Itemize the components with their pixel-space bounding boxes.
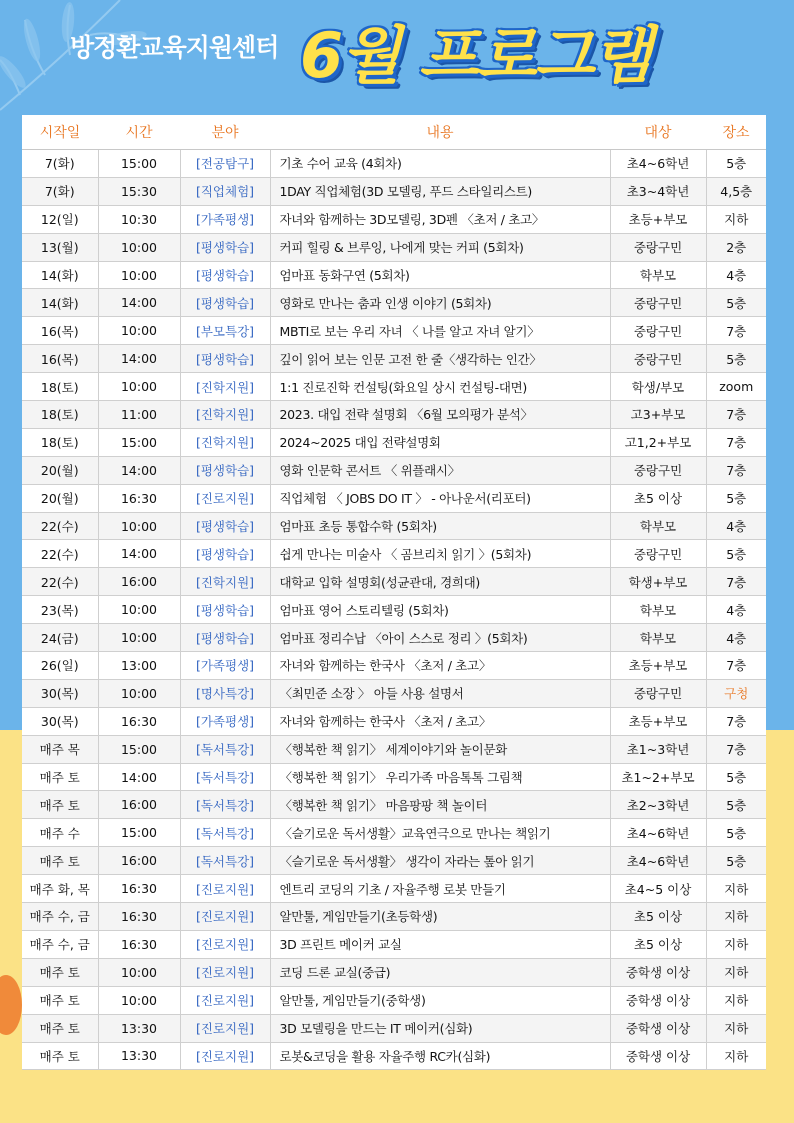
- target-cell: 고3+부모: [610, 401, 706, 429]
- table-row: [22, 763, 766, 791]
- place-cell: 5층: [706, 763, 766, 791]
- content-cell: 2023. 대입 전략 설명회 〈6월 모의평가 분석〉: [270, 401, 610, 429]
- place-cell: 4층: [706, 261, 766, 289]
- start-date-cell: 20(월): [22, 484, 98, 512]
- start-date-cell: 매주 토: [22, 1042, 98, 1070]
- content-cell: 3D 프린트 메이커 교실: [270, 930, 610, 958]
- table-row: [22, 233, 766, 261]
- table-row: [22, 568, 766, 596]
- field-cell: [진로지원]: [180, 484, 270, 512]
- target-cell: 초4~5 이상: [610, 875, 706, 903]
- content-cell: 영화로 만나는 춤과 인생 이야기 (5회차): [270, 289, 610, 317]
- start-date-cell: 22(수): [22, 512, 98, 540]
- header-content: 내용: [270, 115, 610, 150]
- place-cell: 구청: [706, 679, 766, 707]
- target-cell: 중랑구민: [610, 233, 706, 261]
- target-cell: 학부모: [610, 512, 706, 540]
- table-row: [22, 261, 766, 289]
- place-cell: 5층: [706, 791, 766, 819]
- field-cell: [진로지원]: [180, 986, 270, 1014]
- start-date-cell: 16(목): [22, 345, 98, 373]
- content-cell: 기초 수어 교육 (4회차): [270, 150, 610, 178]
- content-cell: 깊이 읽어 보는 인문 고전 한 줄〈생각하는 인간〉: [270, 345, 610, 373]
- table-row: [22, 345, 766, 373]
- start-date-cell: 7(화): [22, 177, 98, 205]
- target-cell: 초1~3학년: [610, 735, 706, 763]
- start-date-cell: 매주 수, 금: [22, 930, 98, 958]
- table-row: [22, 512, 766, 540]
- target-cell: 중랑구민: [610, 540, 706, 568]
- table-row: [22, 679, 766, 707]
- target-cell: 초5 이상: [610, 930, 706, 958]
- time-cell: 10:00: [98, 624, 180, 652]
- field-cell: [부모특강]: [180, 317, 270, 345]
- target-cell: 초4~6학년: [610, 847, 706, 875]
- table-row: [22, 986, 766, 1014]
- table-row: [22, 958, 766, 986]
- time-cell: 15:30: [98, 177, 180, 205]
- field-cell: [평생학습]: [180, 540, 270, 568]
- content-cell: MBTI로 보는 우리 자녀 〈 나를 알고 자녀 알기〉: [270, 317, 610, 345]
- target-cell: 학부모: [610, 261, 706, 289]
- target-cell: 초5 이상: [610, 903, 706, 931]
- time-cell: 10:00: [98, 317, 180, 345]
- content-cell: 1DAY 직업체험(3D 모델링, 푸드 스타일리스트): [270, 177, 610, 205]
- table-row: [22, 596, 766, 624]
- target-cell: 초3~4학년: [610, 177, 706, 205]
- start-date-cell: 18(토): [22, 428, 98, 456]
- center-name: 방정환교육지원센터: [70, 33, 279, 62]
- target-cell: 학생/부모: [610, 373, 706, 401]
- time-cell: 16:30: [98, 930, 180, 958]
- start-date-cell: 매주 토: [22, 847, 98, 875]
- target-cell: 초4~6학년: [610, 819, 706, 847]
- time-cell: 14:00: [98, 540, 180, 568]
- content-cell: 자녀와 함께하는 3D모델링, 3D펜 〈초저 / 초고〉: [270, 205, 610, 233]
- field-cell: [진학지원]: [180, 401, 270, 429]
- place-cell: 5층: [706, 540, 766, 568]
- field-cell: [독서특강]: [180, 735, 270, 763]
- field-cell: [평생학습]: [180, 624, 270, 652]
- time-cell: 16:00: [98, 791, 180, 819]
- field-cell: [평생학습]: [180, 261, 270, 289]
- table-row: [22, 177, 766, 205]
- place-cell: 5층: [706, 289, 766, 317]
- target-cell: 중랑구민: [610, 679, 706, 707]
- content-cell: 쉽게 만나는 미술사 〈 곰브리치 읽기 〉(5회차): [270, 540, 610, 568]
- table-row: [22, 428, 766, 456]
- table-row: [22, 903, 766, 931]
- content-cell: 〈행복한 책 읽기〉 세계이야기와 놀이문화: [270, 735, 610, 763]
- time-cell: 10:00: [98, 512, 180, 540]
- place-cell: 지하: [706, 1014, 766, 1042]
- place-cell: 7층: [706, 456, 766, 484]
- content-cell: 대학교 입학 설명회(성균관대, 경희대): [270, 568, 610, 596]
- start-date-cell: 매주 목: [22, 735, 98, 763]
- field-cell: [직업체험]: [180, 177, 270, 205]
- place-cell: 7층: [706, 317, 766, 345]
- field-cell: [진로지원]: [180, 875, 270, 903]
- time-cell: 13:30: [98, 1014, 180, 1042]
- table-row: [22, 1042, 766, 1070]
- header-place: 장소: [706, 115, 766, 150]
- time-cell: 15:00: [98, 150, 180, 178]
- content-cell: 알만툴, 게임만들기(중학생): [270, 986, 610, 1014]
- field-cell: [명사특강]: [180, 679, 270, 707]
- field-cell: [평생학습]: [180, 456, 270, 484]
- content-cell: 엄마표 영어 스토리텔링 (5회차): [270, 596, 610, 624]
- place-cell: 지하: [706, 1042, 766, 1070]
- content-cell: 엄마표 초등 통합수학 (5회차): [270, 512, 610, 540]
- start-date-cell: 매주 토: [22, 1014, 98, 1042]
- place-cell: 7층: [706, 707, 766, 735]
- table-row: [22, 289, 766, 317]
- table-row: [22, 456, 766, 484]
- content-cell: 엄마표 정리수납 〈아이 스스로 정리 〉(5회차): [270, 624, 610, 652]
- start-date-cell: 23(목): [22, 596, 98, 624]
- start-date-cell: 13(월): [22, 233, 98, 261]
- target-cell: 중학생 이상: [610, 986, 706, 1014]
- table-row: [22, 707, 766, 735]
- place-cell: 지하: [706, 875, 766, 903]
- time-cell: 10:30: [98, 205, 180, 233]
- field-cell: [평생학습]: [180, 233, 270, 261]
- header-start-date: 시작일: [22, 115, 98, 150]
- field-cell: [평생학습]: [180, 596, 270, 624]
- table-row: [22, 652, 766, 680]
- target-cell: 고1,2+부모: [610, 428, 706, 456]
- target-cell: 초2~3학년: [610, 791, 706, 819]
- table-row: [22, 819, 766, 847]
- content-cell: 〈슬기로운 독서생활〉교육연극으로 만나는 책읽기: [270, 819, 610, 847]
- target-cell: 중랑구민: [610, 345, 706, 373]
- place-cell: 지하: [706, 958, 766, 986]
- target-cell: 초4~6학년: [610, 150, 706, 178]
- content-cell: 영화 인문학 콘서트 〈 위플래시〉: [270, 456, 610, 484]
- place-cell: 4,5층: [706, 177, 766, 205]
- place-cell: 7층: [706, 652, 766, 680]
- field-cell: [진로지원]: [180, 1014, 270, 1042]
- content-cell: 엔트리 코딩의 기초 / 자율주행 로봇 만들기: [270, 875, 610, 903]
- table-row: [22, 150, 766, 178]
- time-cell: 13:00: [98, 652, 180, 680]
- place-cell: 7층: [706, 568, 766, 596]
- time-cell: 14:00: [98, 289, 180, 317]
- header-field: 분야: [180, 115, 270, 150]
- start-date-cell: 22(수): [22, 568, 98, 596]
- field-cell: [진학지원]: [180, 428, 270, 456]
- target-cell: 초등+부모: [610, 205, 706, 233]
- table-row: [22, 317, 766, 345]
- target-cell: 학부모: [610, 624, 706, 652]
- start-date-cell: 30(목): [22, 707, 98, 735]
- field-cell: [전공탐구]: [180, 150, 270, 178]
- content-cell: 〈최민준 소장 〉 아들 사용 설명서: [270, 679, 610, 707]
- table-row: [22, 875, 766, 903]
- field-cell: [독서특강]: [180, 791, 270, 819]
- time-cell: 10:00: [98, 596, 180, 624]
- time-cell: 16:00: [98, 847, 180, 875]
- start-date-cell: 24(금): [22, 624, 98, 652]
- time-cell: 10:00: [98, 233, 180, 261]
- start-date-cell: 매주 토: [22, 958, 98, 986]
- start-date-cell: 매주 수: [22, 819, 98, 847]
- place-cell: 지하: [706, 930, 766, 958]
- place-cell: 4층: [706, 512, 766, 540]
- content-cell: 〈행복한 책 읽기〉 우리가족 마음톡톡 그림책: [270, 763, 610, 791]
- field-cell: [진로지원]: [180, 930, 270, 958]
- field-cell: [진학지원]: [180, 568, 270, 596]
- content-cell: 알만툴, 게임만들기(초등학생): [270, 903, 610, 931]
- content-cell: 엄마표 동화구연 (5회차): [270, 261, 610, 289]
- content-cell: 3D 모델링을 만드는 IT 메이커(심화): [270, 1014, 610, 1042]
- start-date-cell: 매주 토: [22, 763, 98, 791]
- start-date-cell: 22(수): [22, 540, 98, 568]
- time-cell: 10:00: [98, 986, 180, 1014]
- field-cell: [평생학습]: [180, 345, 270, 373]
- table-row: [22, 735, 766, 763]
- time-cell: 16:00: [98, 568, 180, 596]
- time-cell: 16:30: [98, 875, 180, 903]
- start-date-cell: 매주 화, 목: [22, 875, 98, 903]
- target-cell: 중학생 이상: [610, 1042, 706, 1070]
- field-cell: [독서특강]: [180, 819, 270, 847]
- time-cell: 14:00: [98, 763, 180, 791]
- time-cell: 10:00: [98, 958, 180, 986]
- place-cell: 4층: [706, 596, 766, 624]
- place-cell: 5층: [706, 819, 766, 847]
- start-date-cell: 20(월): [22, 456, 98, 484]
- place-cell: 지하: [706, 205, 766, 233]
- page-title: 6월 프로그램: [300, 19, 651, 92]
- table-header-row: [22, 115, 766, 150]
- place-cell: 7층: [706, 735, 766, 763]
- table-row: [22, 930, 766, 958]
- content-cell: 자녀와 함께하는 한국사 〈초저 / 초고〉: [270, 652, 610, 680]
- table-row: [22, 847, 766, 875]
- time-cell: 10:00: [98, 373, 180, 401]
- time-cell: 10:00: [98, 679, 180, 707]
- start-date-cell: 12(일): [22, 205, 98, 233]
- target-cell: 학부모: [610, 596, 706, 624]
- table-row: [22, 401, 766, 429]
- target-cell: 중학생 이상: [610, 958, 706, 986]
- table-row: [22, 791, 766, 819]
- table-row: [22, 540, 766, 568]
- field-cell: [평생학습]: [180, 512, 270, 540]
- time-cell: 11:00: [98, 401, 180, 429]
- content-cell: 코딩 드론 교실(중급): [270, 958, 610, 986]
- target-cell: 중랑구민: [610, 289, 706, 317]
- program-table: [22, 115, 766, 1070]
- target-cell: 중학생 이상: [610, 1014, 706, 1042]
- time-cell: 13:30: [98, 1042, 180, 1070]
- start-date-cell: 26(일): [22, 652, 98, 680]
- target-cell: 초5 이상: [610, 484, 706, 512]
- field-cell: [평생학습]: [180, 289, 270, 317]
- place-cell: 2층: [706, 233, 766, 261]
- start-date-cell: 18(토): [22, 401, 98, 429]
- place-cell: 7층: [706, 401, 766, 429]
- content-cell: 커피 힐링 & 브루잉, 나에게 맞는 커피 (5회차): [270, 233, 610, 261]
- time-cell: 15:00: [98, 428, 180, 456]
- table-row: [22, 205, 766, 233]
- header-time: 시간: [98, 115, 180, 150]
- field-cell: [진로지원]: [180, 903, 270, 931]
- field-cell: [진학지원]: [180, 373, 270, 401]
- content-cell: 로봇&코딩을 활용 자율주행 RC카(심화): [270, 1042, 610, 1070]
- target-cell: 초등+부모: [610, 707, 706, 735]
- target-cell: 학생+부모: [610, 568, 706, 596]
- field-cell: [가족평생]: [180, 652, 270, 680]
- field-cell: [가족평생]: [180, 707, 270, 735]
- table-row: [22, 624, 766, 652]
- field-cell: [가족평생]: [180, 205, 270, 233]
- place-cell: 5층: [706, 484, 766, 512]
- start-date-cell: 18(토): [22, 373, 98, 401]
- place-cell: 지하: [706, 903, 766, 931]
- target-cell: 중랑구민: [610, 317, 706, 345]
- place-cell: 5층: [706, 345, 766, 373]
- start-date-cell: 16(목): [22, 317, 98, 345]
- field-cell: [진로지원]: [180, 1042, 270, 1070]
- content-cell: 자녀와 함께하는 한국사 〈초저 / 초고〉: [270, 707, 610, 735]
- target-cell: 초등+부모: [610, 652, 706, 680]
- time-cell: 16:30: [98, 903, 180, 931]
- time-cell: 15:00: [98, 735, 180, 763]
- content-cell: 직업체험 〈 JOBS DO IT 〉 - 아나운서(리포터): [270, 484, 610, 512]
- place-cell: 지하: [706, 986, 766, 1014]
- time-cell: 15:00: [98, 819, 180, 847]
- time-cell: 10:00: [98, 261, 180, 289]
- field-cell: [진로지원]: [180, 958, 270, 986]
- place-cell: zoom: [706, 373, 766, 401]
- table-row: [22, 484, 766, 512]
- start-date-cell: 7(화): [22, 150, 98, 178]
- field-cell: [독서특강]: [180, 763, 270, 791]
- field-cell: [독서특강]: [180, 847, 270, 875]
- start-date-cell: 30(목): [22, 679, 98, 707]
- content-cell: 〈행복한 책 읽기〉 마음팡팡 책 놀이터: [270, 791, 610, 819]
- time-cell: 14:00: [98, 345, 180, 373]
- place-cell: 5층: [706, 847, 766, 875]
- table-row: [22, 1014, 766, 1042]
- table-row: [22, 373, 766, 401]
- start-date-cell: 14(화): [22, 261, 98, 289]
- target-cell: 중랑구민: [610, 456, 706, 484]
- time-cell: 16:30: [98, 707, 180, 735]
- time-cell: 14:00: [98, 456, 180, 484]
- content-cell: 1:1 진로진학 컨설팅(화요일 상시 컨설팅-대면): [270, 373, 610, 401]
- place-cell: 4층: [706, 624, 766, 652]
- start-date-cell: 매주 수, 금: [22, 903, 98, 931]
- time-cell: 16:30: [98, 484, 180, 512]
- header-target: 대상: [610, 115, 706, 150]
- start-date-cell: 매주 토: [22, 986, 98, 1014]
- content-cell: 2024~2025 대입 전략설명회: [270, 428, 610, 456]
- target-cell: 초1~2+부모: [610, 763, 706, 791]
- start-date-cell: 14(화): [22, 289, 98, 317]
- place-cell: 7층: [706, 428, 766, 456]
- start-date-cell: 매주 토: [22, 791, 98, 819]
- place-cell: 5층: [706, 150, 766, 178]
- content-cell: 〈슬기로운 독서생활〉 생각이 자라는 톺아 읽기: [270, 847, 610, 875]
